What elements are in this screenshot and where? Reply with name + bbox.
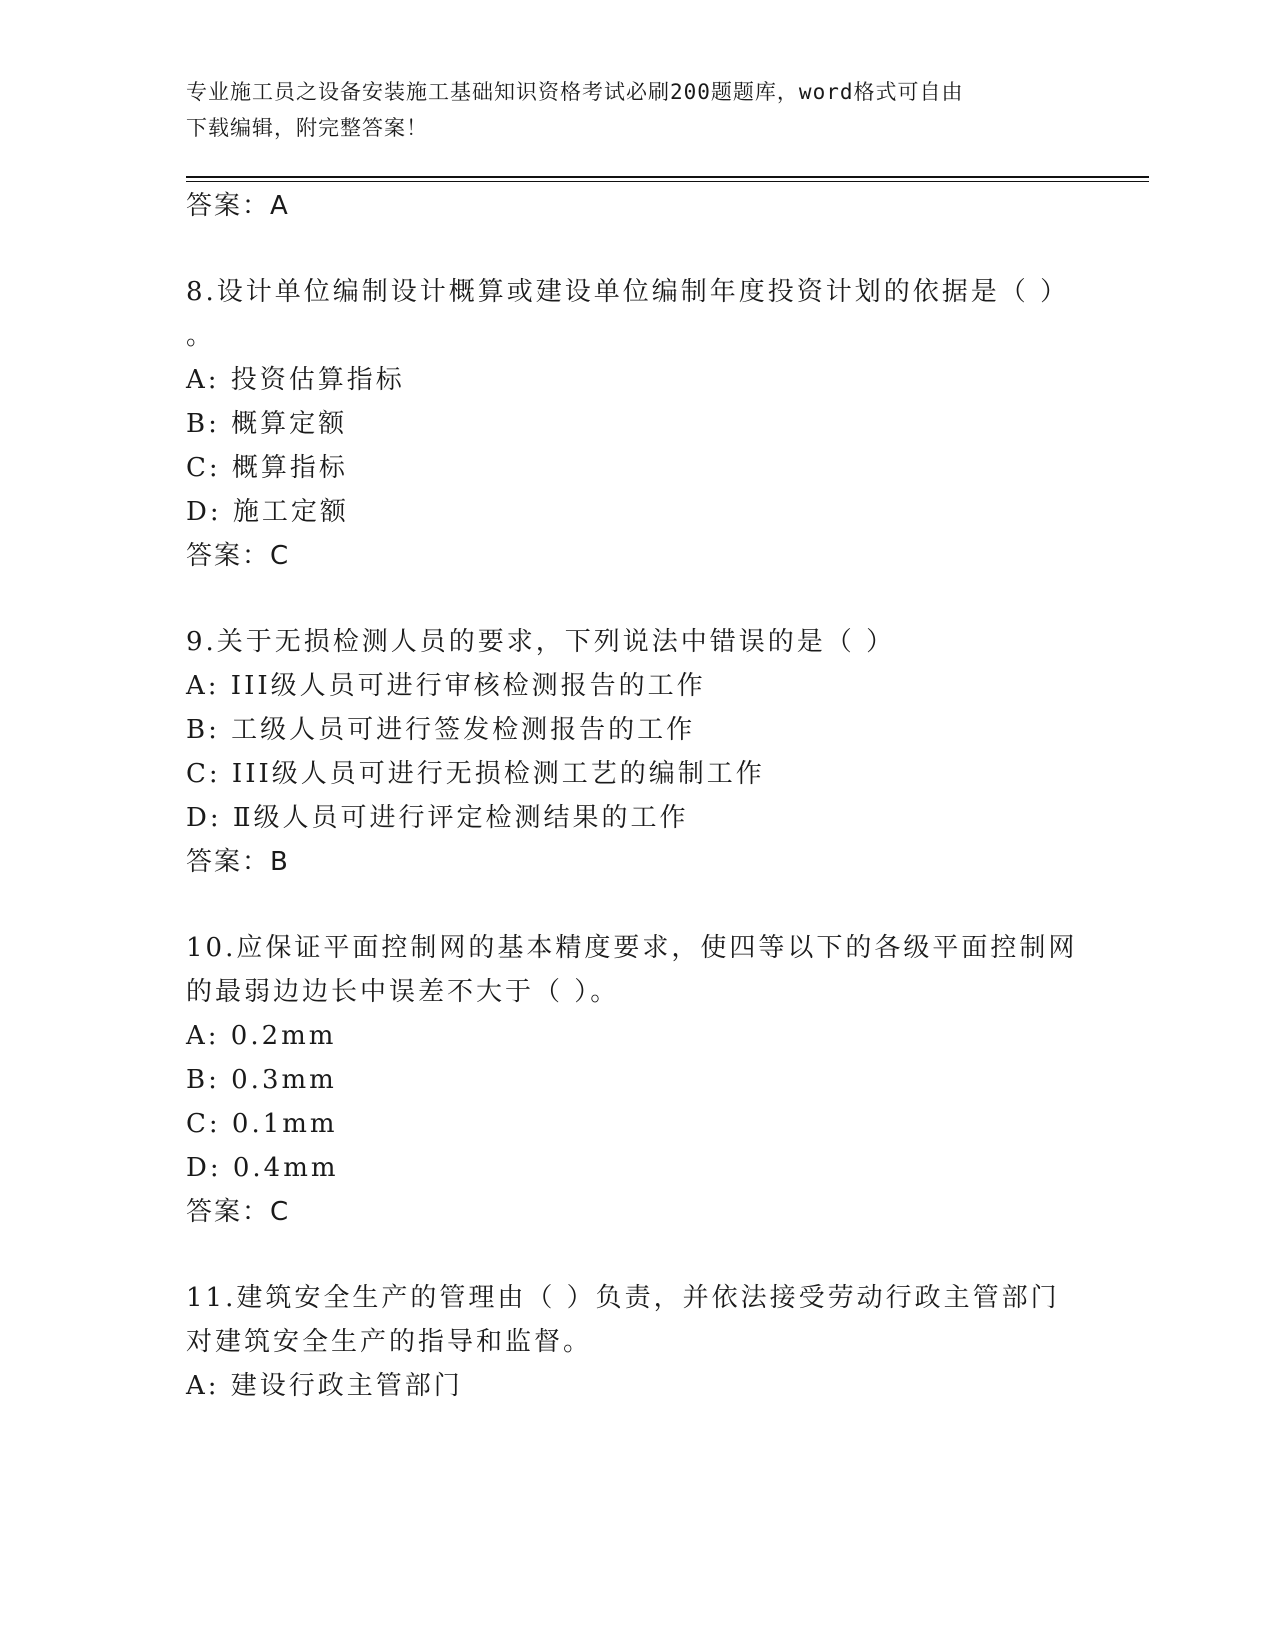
answer: 答案：B xyxy=(186,847,290,877)
question-stem: 的最弱边边长中误差不大于（ ）。 xyxy=(186,977,620,1007)
header-rule-thin xyxy=(186,181,1149,182)
option-d: D: Ⅱ级人员可进行评定检测结果的工作 xyxy=(186,803,689,833)
option-a: A: 0.2mm xyxy=(186,1021,337,1051)
option-d: D: 施工定额 xyxy=(186,497,349,527)
previous-answer: 答案：A xyxy=(186,191,290,221)
option-d: D: 0.4mm xyxy=(186,1153,339,1183)
option-a: A: 投资估算指标 xyxy=(186,365,405,395)
page-header xyxy=(186,74,1066,146)
question-stem: 8.设计单位编制设计概算或建设单位编制年度投资计划的依据是（ ） xyxy=(186,277,1070,307)
option-b: B: 工级人员可进行签发检测报告的工作 xyxy=(186,715,696,745)
option-c: C: III级人员可进行无损检测工艺的编制工作 xyxy=(186,759,765,789)
option-a: A: 建设行政主管部门 xyxy=(186,1371,463,1401)
header-line-1: 专业施工员之设备安装施工基础知识资格考试必刷200题题库，word格式可自由 xyxy=(186,80,964,104)
header-rule-thick xyxy=(186,176,1149,178)
header-line-2: 下载编辑，附完整答案！ xyxy=(186,116,428,140)
option-c: C: 0.1mm xyxy=(186,1109,338,1139)
answer: 答案：C xyxy=(186,1197,291,1227)
answer: 答案：C xyxy=(186,541,291,571)
option-b: B: 0.3mm xyxy=(186,1065,337,1095)
question-stem: 对建筑安全生产的指导和监督。 xyxy=(186,1327,593,1357)
question-stem: 9.关于无损检测人员的要求，下列说法中错误的是（ ） xyxy=(186,627,896,657)
question-stem: 10.应保证平面控制网的基本精度要求，使四等以下的各级平面控制网 xyxy=(186,933,1078,963)
question-stem: 。 xyxy=(186,321,216,351)
option-a: A: III级人员可进行审核检测报告的工作 xyxy=(186,671,706,701)
option-b: B: 概算定额 xyxy=(186,409,348,439)
option-c: C: 概算指标 xyxy=(186,453,348,483)
question-stem: 11.建筑安全生产的管理由（ ）负责，并依法接受劳动行政主管部门 xyxy=(186,1283,1060,1313)
